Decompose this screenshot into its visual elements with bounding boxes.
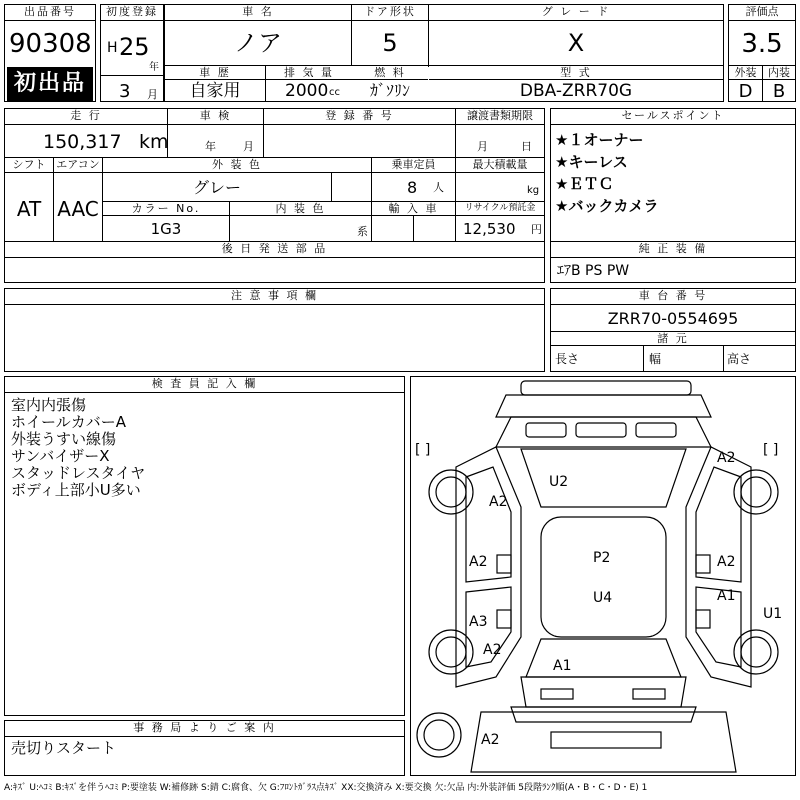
sales-point-item: ★バックカメラ [555,197,659,215]
first-reg-label: 初度登録 [101,5,163,21]
sales-point-item: ★キーレス [555,153,628,171]
bracket-left: [ ] [415,442,431,458]
damage-mark-u1: U1 [763,606,783,622]
car-name-label: 車 名 [165,5,351,21]
history: 自家用 [189,81,241,101]
inspection-label: 車 検 [168,109,263,125]
reg-month: 3 [119,81,131,102]
damage-mark-u2: U2 [549,474,569,490]
import-label: 輸 入 車 [372,202,455,216]
displacement-label: 排 気 量 [266,66,352,80]
grade-label: グ レ ー ド [429,5,723,21]
score-label: 評価点 [729,5,795,21]
sales-point-item: ★ＥＴＣ [555,175,614,193]
equipment-label: 純 正 装 備 [551,242,795,258]
reg-number-label: 登 録 番 号 [264,109,455,125]
office-box [4,720,405,776]
damage-mark-a2-left-front: A2 [489,494,508,510]
door-label: ドア形状 [352,5,428,21]
exterior-label: 外装 [729,66,762,80]
first-listing-badge: 初出品 [7,67,93,101]
int-color-label: 内 装 色 [230,202,371,216]
fuel-label: 燃 料 [352,66,428,80]
inspector-note: ホイールカバーA [11,413,126,431]
lot-box [4,4,96,102]
office-text: 売切りスタート [11,739,117,757]
transfer-day-unit: 日 [521,140,532,153]
damage-mark-a1-right: A1 [717,588,736,604]
inspector-note: スタッドレスタイヤ [11,464,146,482]
door-type: 5 [382,29,398,57]
load-unit: kg [527,185,540,196]
ac-value: AAC [57,197,99,221]
lot-label: 出品番号 [5,5,95,21]
office-label: 事 務 局 よ り ご 案 内 [5,721,404,737]
later-parts-box [4,241,545,283]
damage-mark-a3: A3 [469,614,488,630]
recycle-label: リサイクル預託金 [456,202,544,216]
year-unit: 年 [149,62,159,73]
mileage: 150,317 [43,131,122,153]
damage-mark-a2-right-door: A2 [717,554,736,570]
car-info-box [164,4,724,102]
width-label: 幅 [649,352,662,366]
insp-year-unit: 年 [205,140,216,153]
notes-box [4,288,545,372]
transfer-label: 譲渡書類期限 [456,109,544,125]
damage-mark-u4: U4 [593,590,613,606]
color-no-label: カラー No. [103,202,229,216]
sales-points-box [550,108,796,242]
inspector-note: ボディ上部小U多い [11,481,141,499]
height-label: 高さ [727,352,752,366]
equipment-value: ｴｱB PS PW [557,263,630,279]
color-number: 1G3 [150,220,182,238]
chassis-label: 車 台 番 号 [551,289,795,305]
chassis-number: ZRR70-0554695 [607,309,739,328]
inspector-note: 室内内張傷 [11,396,87,414]
displacement-unit: cc [329,87,340,98]
history-label: 車 歴 [165,66,265,80]
shift-label: シフト [5,158,53,173]
length-label: 長さ [555,352,580,366]
score: 3.5 [741,29,783,59]
mileage-unit: km [139,131,169,153]
damage-mark-p2: P2 [593,550,611,566]
capacity-label: 乗車定員 [372,158,455,173]
capacity: 8 [407,178,418,197]
damage-mark-a2-left-door: A2 [469,554,488,570]
damage-mark-a2-left-fender: A2 [483,642,502,658]
score-box [728,4,796,102]
dims-label: 諸 元 [551,332,795,346]
car-name: ノア [234,29,282,57]
ext-color-label: 外 装 色 [103,158,371,173]
lot-number: 90308 [9,29,92,59]
model-label: 型 式 [429,66,723,80]
damage-mark-a2-bottom: A2 [481,732,500,748]
shift-value: AT [16,197,42,221]
insp-month-unit: 月 [243,140,254,153]
recycle-fee: 12,530 [463,220,516,238]
equipment-box [550,241,796,283]
reg-year: 25 [119,33,150,61]
sales-point-item: ★１オーナー [555,131,644,149]
inspector-note: サンバイザーX [11,447,110,465]
inspector-label: 検 査 員 記 入 欄 [5,377,404,393]
damage-diagram [410,376,796,776]
model-code: DBA-ZRR70G [519,81,633,101]
interior-grade: B [772,81,786,102]
transfer-month-unit: 月 [477,140,488,153]
fuel: ｶﾞｿﾘﾝ [369,81,410,100]
displacement: 2000 [285,81,329,101]
car-outline-diagram [411,377,795,775]
damage-legend: A:ｷｽﾞ U:ﾍｺﾐ B:ｷｽﾞを伴うﾍｺﾐ P:要塗装 W:補修跡 S:錆 C:腐食、欠 G:ﾌﾛﾝﾄｶﾞﾗｽ点ｷｽﾞ XX:交換済み X:要交換 欠:欠品 内:外装評価 5段階ﾗﾝｸ順(A・B・C・D・E) 1 [4,783,648,793]
chassis-box [550,288,796,372]
recycle-unit: 円 [531,223,542,236]
later-parts-label: 後 日 発 送 部 品 [5,242,544,258]
inspector-box [4,376,405,716]
notes-label: 注 意 事 項 欄 [5,289,544,305]
exterior-grade: D [738,81,753,102]
ext-color: グレー [192,178,241,197]
grade: X [567,29,585,57]
era: H [107,40,118,56]
ac-label: エアコン [54,158,102,173]
interior-label: 内装 [763,66,795,80]
bracket-right: [ ] [763,442,779,458]
month-unit: 月 [147,88,158,101]
inspector-note: 外装うすい線傷 [11,430,117,448]
sales-points-label: セールスポイント [551,109,795,125]
load-label: 最大積載量 [456,158,544,173]
capacity-unit: 人 [433,181,444,194]
mileage-label: 走 行 [5,109,167,125]
damage-mark-a1-rear: A1 [553,658,572,674]
first-reg-box [100,4,164,102]
damage-mark-a2-right-front: A2 [717,450,736,466]
int-color-unit: 系 [357,225,368,238]
specs-box [4,108,545,242]
